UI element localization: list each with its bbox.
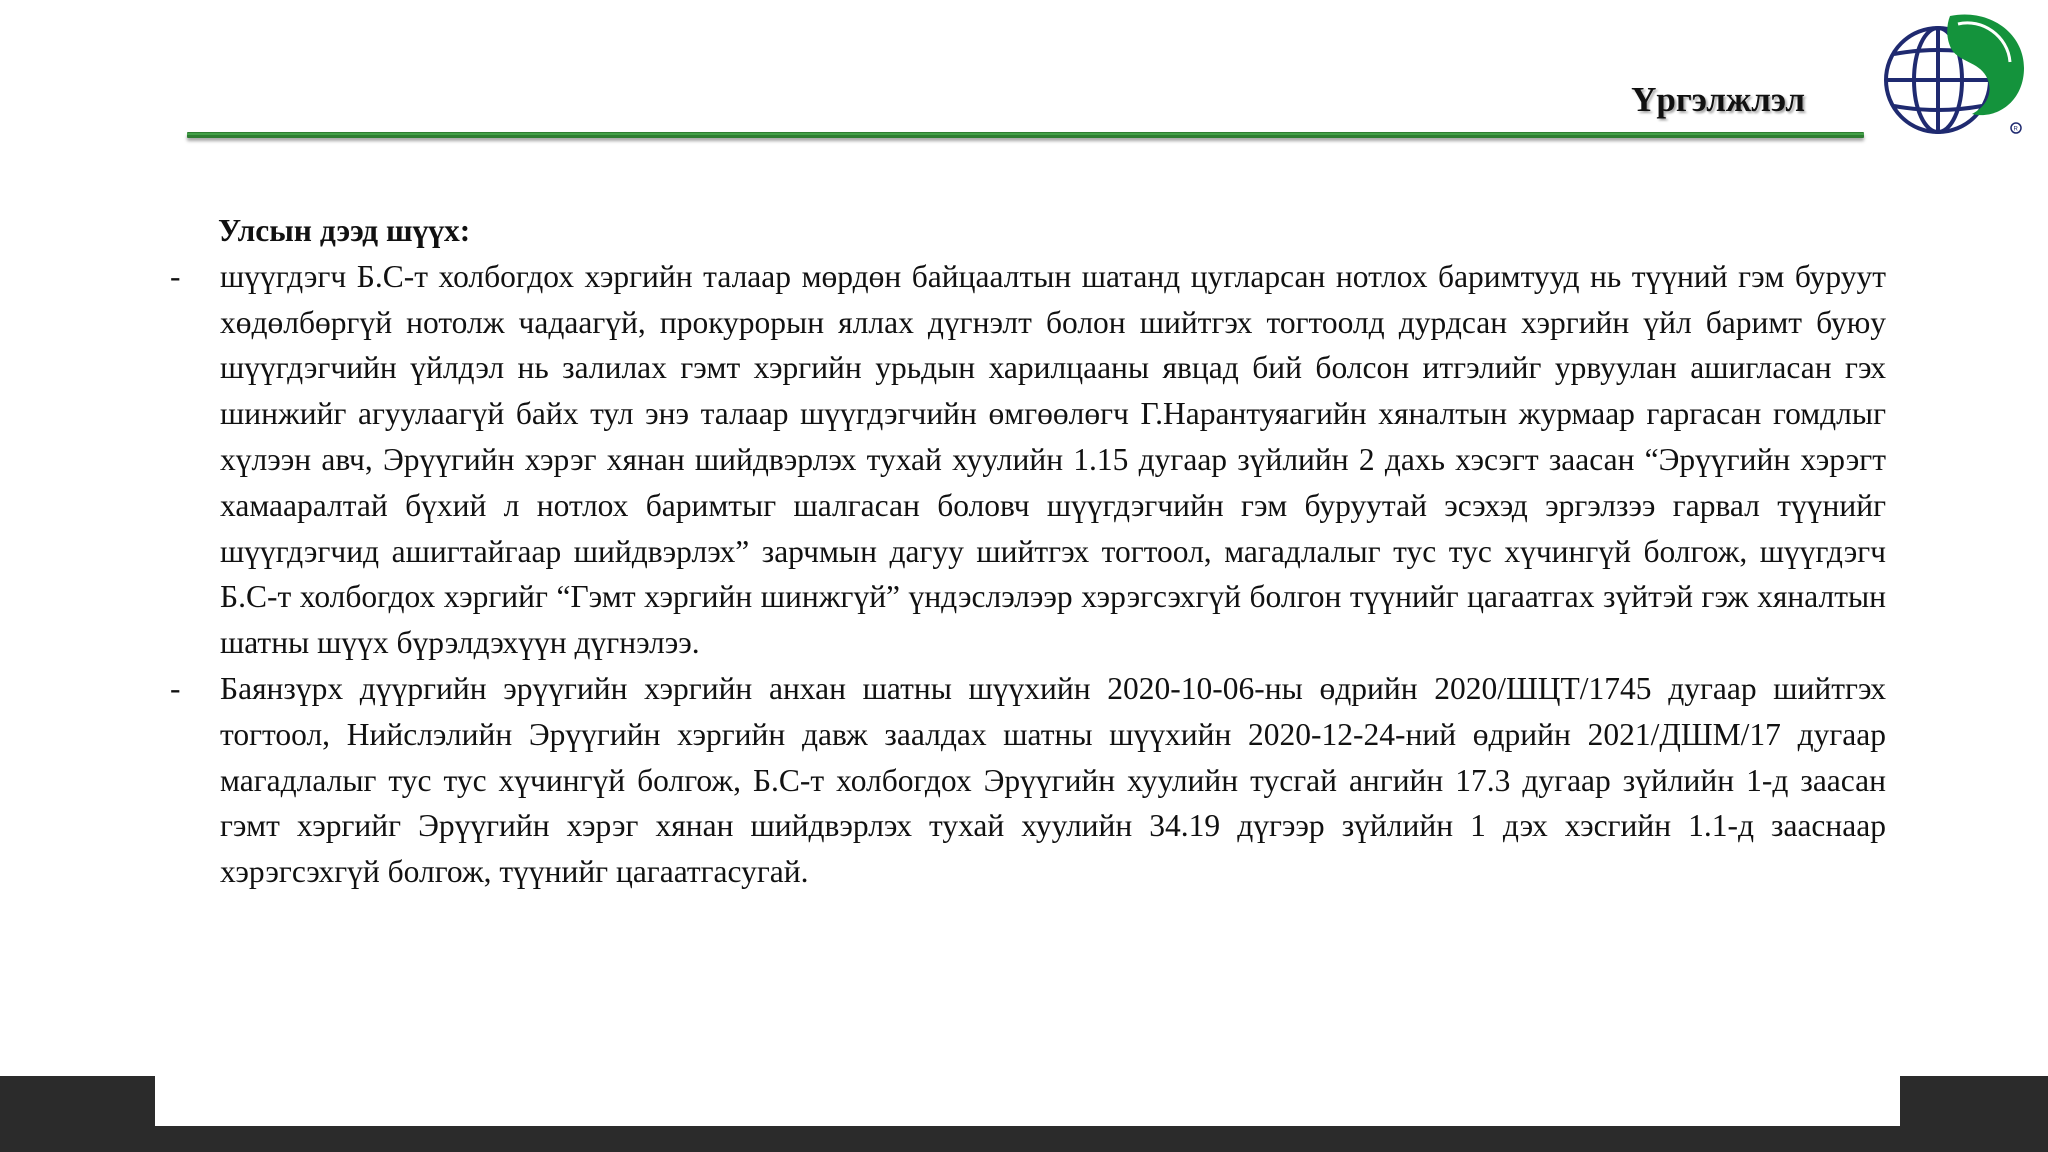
content-body: [168, 208, 1886, 895]
slide-title: Үргэлжлэл: [1631, 80, 1805, 119]
header-divider: [187, 132, 1864, 138]
list-item-text: шүүгдэгч Б.С-т холбогдох хэргийн талаар мөрдөн байцаалтын шатанд цугларсан нотлох баримтууд нь түүний гэм буруут хөдөлбөргүй нотолж чадаагүй, прокурорын яллах дүгнэлт болон шийтгэх тогтоолд дурдсан хэргийн үйл баримт буюу шүүгдэгчийн үйлдэл нь залилах гэмт хэргийн урьдын харилцааны явцад бий болсон итгэлийг урвуулан ашигласан гэх шинжийг агуулаагүй байх тул энэ талаар шүүгдэгчийн өмгөөлөгч Г.Нарантуяагийн хяналтын журмаар гаргасан гомдлыг хүлээн авч, Эрүүгийн хэрэг хянан шийдвэрлэх тухай хуулийн 1.15 дугаар зүйлийн 2 дахь хэсэгт заасан “Эрүүгийн хэрэгт хамааралтай бүхий л нотлох баримтыг шалгасан боловч шүүгдэгчийн гэм буруутай эсэхэд эргэлзээ гарвал түүнийг шүүгдэгчид ашигтайгаар шийдвэрлэх” зарчмын дагуу шийтгэх тогтоол, магадлалыг тус тус хүчингүй болгож, шүүгдэгч Б.С-т холбогдох хэргийг “Гэмт хэргийн шинжгүй” үндэслэлээр хэрэгсэхгүй болгон түүнийг цагаатгах зүйтэй гэж хяналтын шатны шүүх бүрэлдэхүүн дүгнэлээ.: [220, 258, 1886, 661]
list-item: [168, 254, 1886, 666]
svg-text:R: R: [2013, 126, 2018, 133]
bullet-dash: -: [170, 258, 181, 294]
bullet-dash: -: [170, 670, 181, 706]
globe-leaf-logo-icon: [1876, 10, 2026, 142]
section-heading: Улсын дээд шүүх:: [218, 213, 471, 248]
footer-card: [155, 1076, 1900, 1126]
list-item-text: Баянзүрх дүүргийн эрүүгийн хэргийн анхан шатны шүүхийн 2020-10-06-ны өдрийн 2020/ШЦТ/1745 дугаар шийтгэх тогтоол, Нийслэлийн Эрүүгийн хэргийн давж заалдах шатны шүүхийн 2020-12-24-ний өдрийн 2021/ДШМ/17 дугаар магадлалыг тус тус хүчингүй болгож, Б.С-т холбогдох Эрүүгийн хуулийн тусгай ангийн 17.3 дугаар зүйлийн 1-д заасан гэмт хэргийг Эрүүгийн хэрэг хянан шийдвэрлэх тухай хуулийн 34.19 дүгээр зүйлийн 1 дэх хэсгийн 1.1-д зааснаар хэрэгсэхгүй болгож, түүнийг цагаатгасугай.: [220, 670, 1886, 890]
list-item: [168, 666, 1886, 895]
